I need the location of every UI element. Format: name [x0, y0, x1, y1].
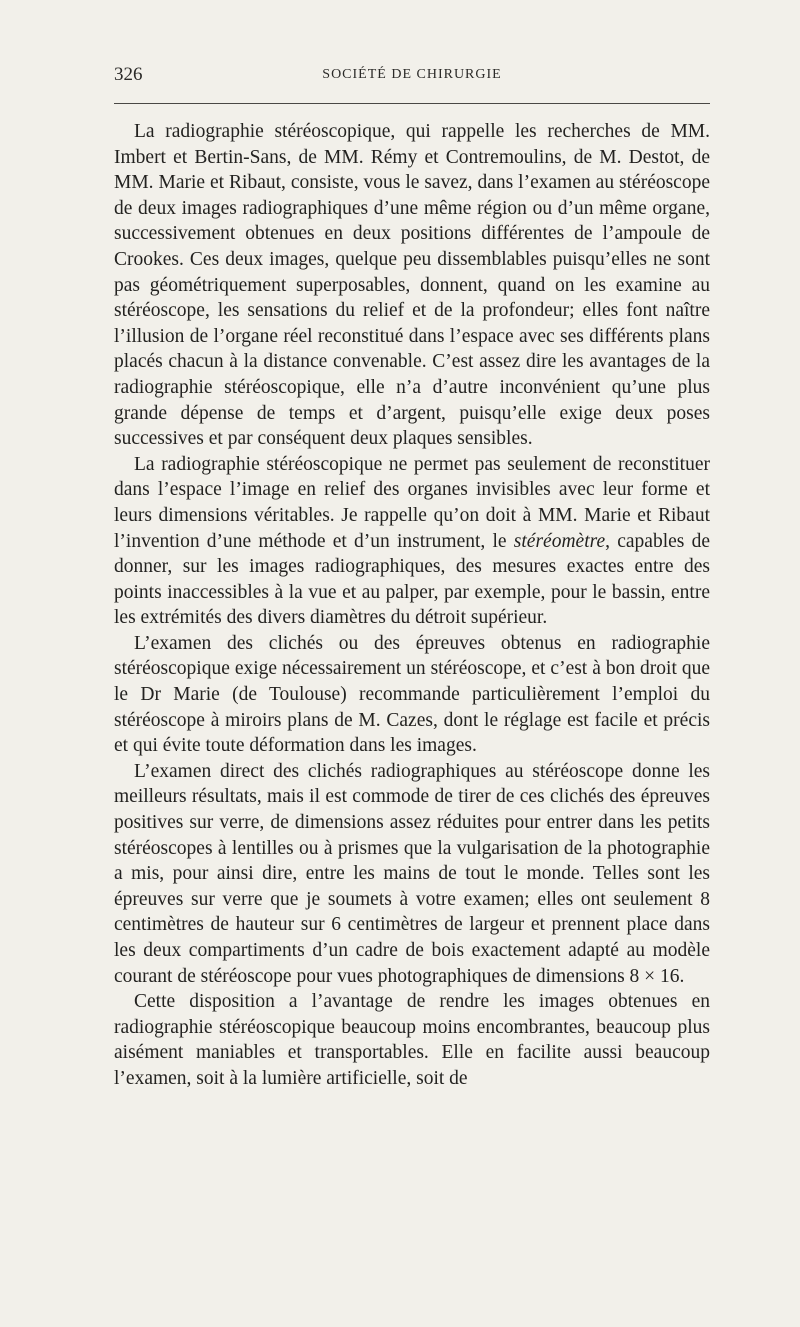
- paragraph-2-text-after: , capables de donner, sur les images radiographiques, des mesures exactes entre des points inaccessibles à la vue et au palper, par exemple, pour le bassin, entre les extrémités des divers diamètres du détroit supérieur.: [114, 530, 710, 629]
- paragraph-2-text-before: La radiographie stéréoscopique ne permet pas seulement de reconstituer dans l’espace l’image en relief des organes invisibles avec leur forme et leurs dimensions véritables. Je rappelle qu’on doit à MM. Marie et Ribaut l’invention d’une méthode et d’un instrument, le: [114, 453, 710, 552]
- running-head: [114, 64, 710, 92]
- header-rule: [114, 103, 710, 104]
- running-title: SOCIÉTÉ DE CHIRURGIE: [322, 67, 502, 82]
- paragraph-4: L’examen direct des clichés radiographiques au stéréoscope donne les meilleurs résultats, mais il est commode de tirer de ces clichés des épreuves positives sur verre, de dimensions assez réduites pour entrer dans les petits stéréoscopes à lentilles ou à prismes que la vulgarisation de la photographie a mis, pour ainsi dire, entre les mains de tout le monde. Telles sont les épreuves sur verre que je soumets à votre examen; elles ont seulement 8 centimètres de hauteur sur 6 centimètres de largeur et prennent place dans les deux compartiments d’un cadre de bois exactement adapté au modèle courant de stéréoscope pour vues photographiques de dimensions 8 × 16.: [114, 760, 710, 987]
- body-text: [114, 119, 710, 1092]
- paragraph-2: [114, 452, 710, 631]
- page-number: 326: [114, 64, 143, 85]
- paragraph-5: Cette disposition a l’avantage de rendre les images obtenues en radiographie stéréoscopique beaucoup moins encombrantes, beaucoup plus aisément maniables et transportables. Elle en facilite aussi beaucoup l’examen, soit à la lumière artificielle, soit de: [114, 991, 710, 1089]
- paragraph-1: La radiographie stéréoscopique, qui rappelle les recherches de MM. Imbert et Bertin-Sans, de MM. Rémy et Contremoulins, de M. Destot, de MM. Marie et Ribaut, consiste, vous le savez, dans l’examen au stéréoscope de deux images radiographiques d’une même région ou d’un même organe, successivement obtenues en deux positions différentes de l’ampoule de Crookes. Ces deux images, quelque peu dissemblables puisqu’elles ne sont pas géométriquement superposables, donnent, quand on les examine au stéréoscope, les sensations du relief et de la profondeur; elles font naître l’illusion de l’organe réel reconstitué dans l’espace avec ses différents plans placés chacun à la distance convenable. C’est assez dire les avantages de la radiographie stéréoscopique, elle n’a d’autre inconvénient qu’une plus grande dépense de temps et d’argent, puisqu’elle exige deux poses successives et par conséquent deux plaques sensibles.: [114, 121, 710, 450]
- stereometre-term: stéréomètre: [513, 530, 606, 552]
- paragraph-3: L’examen des clichés ou des épreuves obtenus en radiographie stéréoscopique exige nécessairement un stéréoscope, et c’est à bon droit que le Dr Marie (de Toulouse) recommande particulièrement l’emploi du stéréoscope à miroirs plans de M. Cazes, dont le réglage est facile et précis et qui évite toute déformation dans les images.: [114, 632, 710, 757]
